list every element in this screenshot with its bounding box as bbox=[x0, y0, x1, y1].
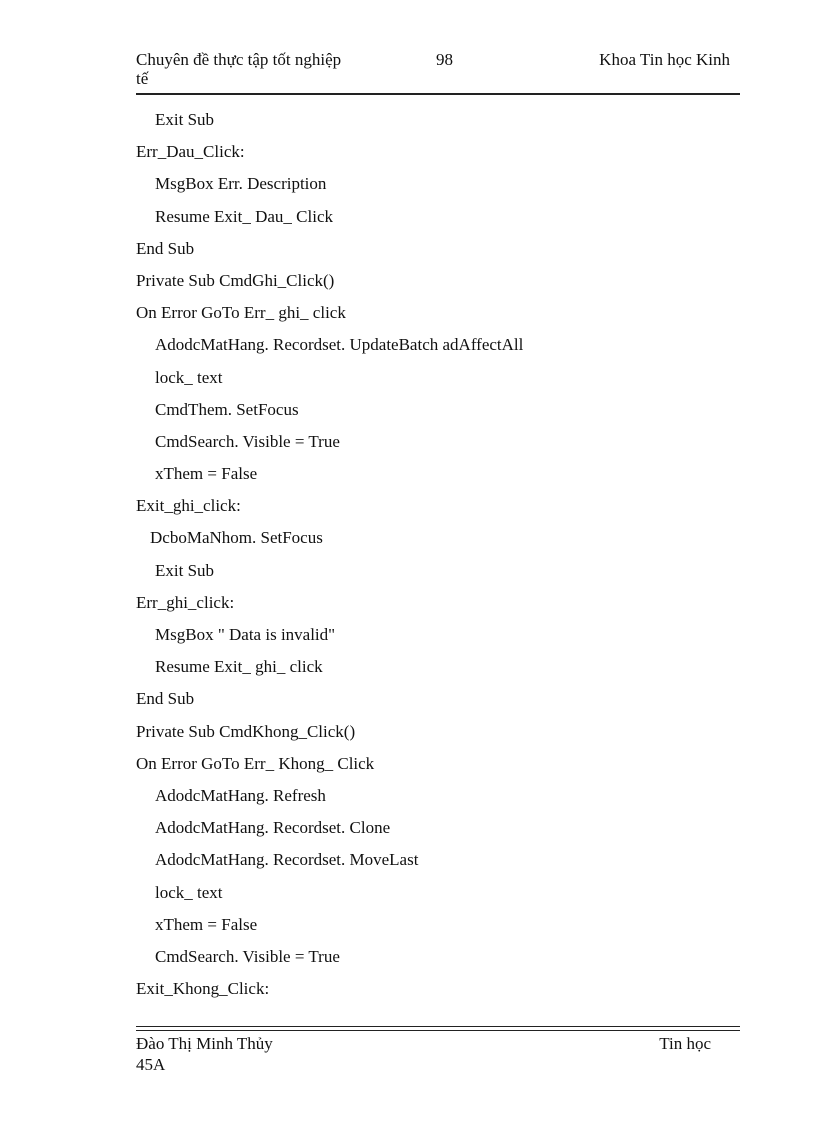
code-line: Exit_ghi_click: bbox=[136, 496, 241, 516]
code-line: Resume Exit_ ghi_ click bbox=[155, 657, 323, 677]
code-line: Exit_Khong_Click: bbox=[136, 979, 270, 999]
code-line: Exit Sub bbox=[155, 560, 215, 580]
footer-author-name: Đào Thị Minh Thủy bbox=[136, 1034, 273, 1053]
header-left-line-2: tế bbox=[136, 69, 149, 88]
footer-department: Tin học bbox=[659, 1034, 711, 1053]
code-line: Exit Sub bbox=[155, 110, 215, 129]
code-line: Resume Exit_ Dau_ Click bbox=[155, 206, 334, 226]
code-line: Private Sub CmdGhi_Click() bbox=[136, 270, 335, 290]
code-line: Private Sub CmdKhong_Click() bbox=[136, 721, 356, 741]
code-line: Err_ghi_click: bbox=[136, 592, 235, 612]
code-line: lock_ text bbox=[155, 367, 223, 387]
page-header bbox=[136, 50, 740, 94]
code-line: MsgBox " Data is invalid" bbox=[155, 625, 336, 644]
code-line: AdodcMatHang. Recordset. UpdateBatch adAffectAll bbox=[155, 335, 524, 355]
footer-author bbox=[136, 1033, 336, 1075]
code-line: lock_ text bbox=[155, 882, 223, 902]
code-line: End Sub bbox=[136, 689, 195, 709]
code-line: On Error GoTo Err_ Khong_ Click bbox=[136, 753, 375, 773]
page-number: 98 bbox=[436, 50, 453, 69]
code-line: AdodcMatHang. Refresh bbox=[155, 785, 326, 805]
code-line: DcboMaNhom. SetFocus bbox=[150, 528, 323, 548]
code-line: MsgBox Err. Description bbox=[155, 174, 327, 194]
code-line: AdodcMatHang. Recordset. Clone bbox=[155, 818, 391, 838]
header-right-text: Khoa Tin học Kinh bbox=[599, 50, 730, 69]
footer-author-class: 45A bbox=[136, 1055, 166, 1074]
code-line: xThem = False bbox=[155, 914, 258, 934]
code-line: CmdSearch. Visible = True bbox=[155, 431, 340, 451]
code-line: On Error GoTo Err_ ghi_ click bbox=[136, 303, 346, 323]
footer-divider bbox=[136, 1026, 740, 1031]
header-left-text bbox=[136, 50, 386, 88]
code-line: CmdSearch. Visible = True bbox=[155, 946, 340, 966]
header-left-line-1: Chuyên đề thực tập tốt nghiệp bbox=[136, 50, 342, 69]
code-listing bbox=[136, 104, 740, 1005]
header-divider bbox=[136, 93, 740, 95]
code-line: End Sub bbox=[136, 238, 195, 258]
page-footer bbox=[136, 1033, 740, 1077]
code-line: Err_Dau_Click: bbox=[136, 142, 245, 162]
code-line: CmdThem. SetFocus bbox=[155, 399, 299, 419]
code-line: AdodcMatHang. Recordset. MoveLast bbox=[155, 850, 419, 870]
code-line: xThem = False bbox=[155, 464, 258, 484]
